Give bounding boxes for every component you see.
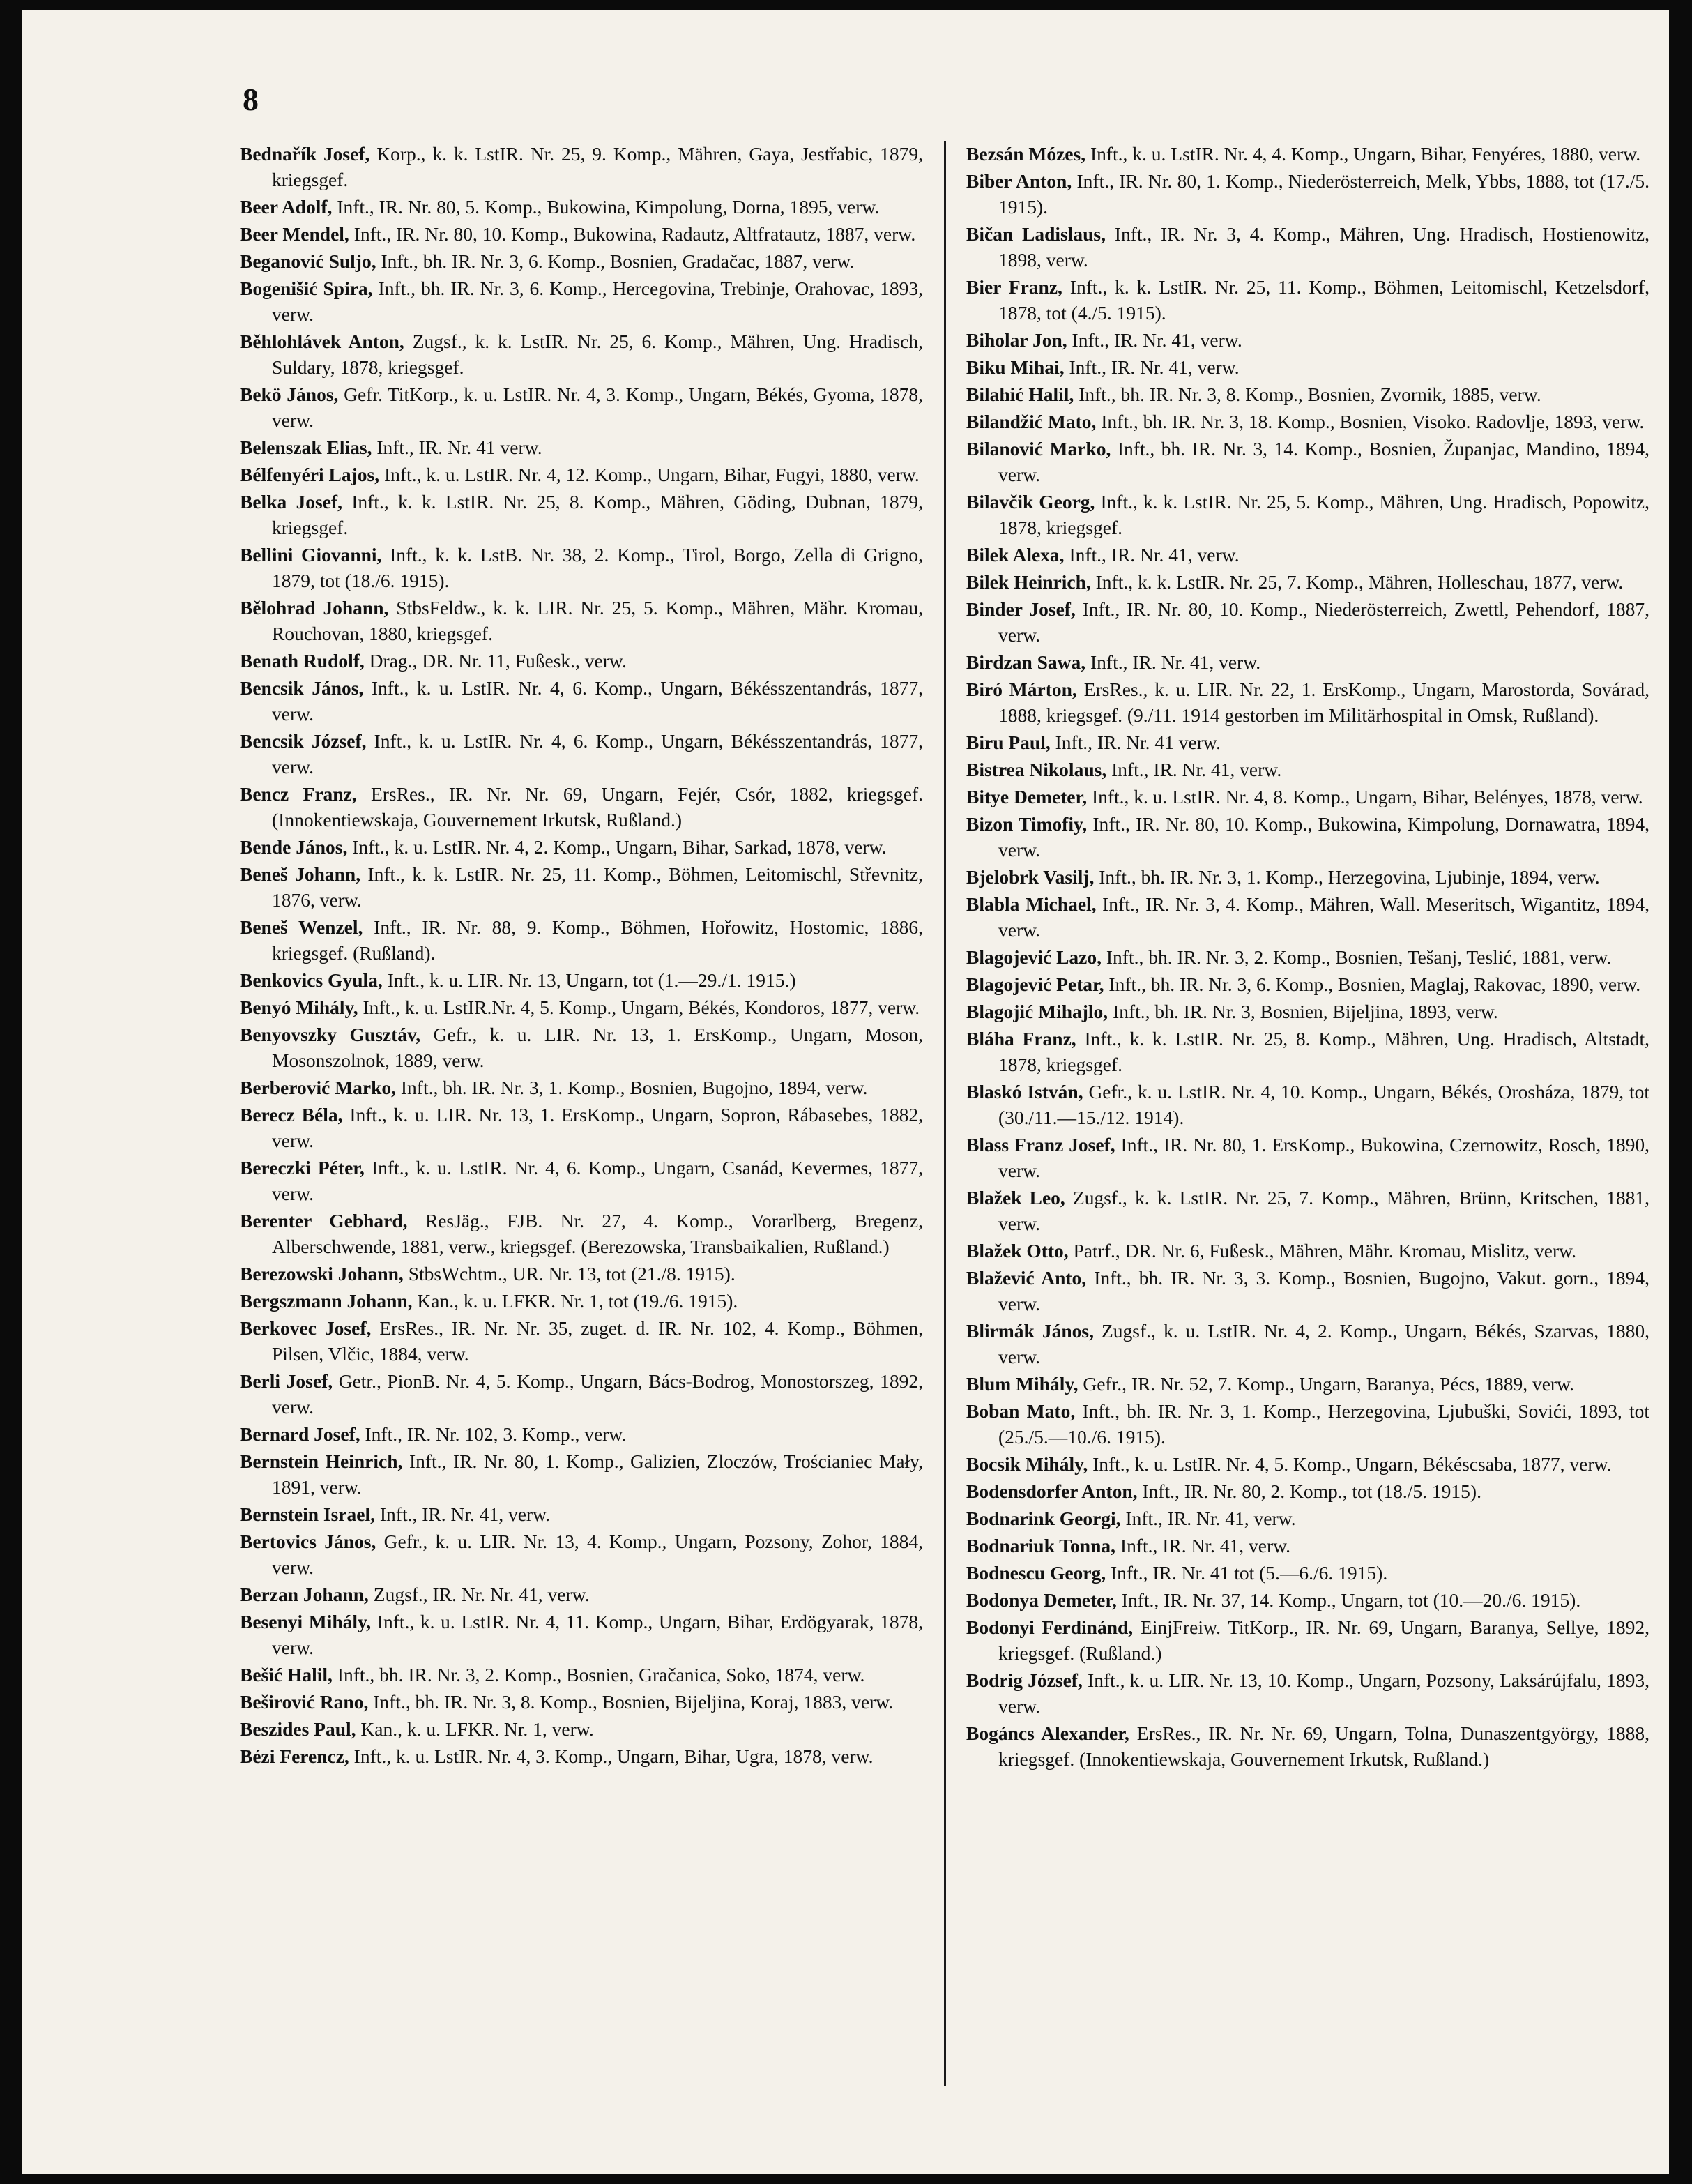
- entry-name: Bencz Franz,: [240, 783, 357, 805]
- register-entry: [966, 168, 1649, 220]
- entry-details: Inft., IR. Nr. 41, verw.: [1072, 329, 1242, 351]
- register-entry: [966, 864, 1649, 890]
- entry-details: Inft., IR. Nr. 41 tot (5.—6./6. 1915).: [1111, 1562, 1388, 1584]
- register-entry: [240, 994, 923, 1020]
- entry-name: Biku Mihai,: [966, 356, 1065, 378]
- entry-details: Inft., IR. Nr. 41, verw.: [1069, 356, 1240, 378]
- register-entry: [966, 971, 1649, 997]
- entry-name: Biber Anton,: [966, 170, 1072, 192]
- register-entry: [240, 489, 923, 540]
- entry-details: Korp., k. k. LstIR. Nr. 25, 9. Komp., Mähren, Gaya, Jestřabic, 1879, kriegsgef.: [272, 143, 923, 190]
- entry-details: EinjFreiw. TitKorp., IR. Nr. 69, Ungarn, Baranya, Sellye, 1892, kriegsgef. (Rußland.): [998, 1616, 1649, 1664]
- page-number: 8: [243, 82, 259, 117]
- register-entry: [966, 649, 1649, 675]
- entry-details: Inft., k. u. LstIR. Nr. 4, 6. Komp., Ungarn, Békésszentandrás, 1877, verw.: [272, 730, 923, 778]
- entry-name: Bitye Demeter,: [966, 786, 1088, 807]
- register-entry: [966, 569, 1649, 595]
- entry-name: Bellini Giovanni,: [240, 544, 382, 566]
- register-entry: [966, 1026, 1649, 1077]
- register-entry: [966, 542, 1649, 568]
- register-entry: [240, 1155, 923, 1206]
- entry-details: Inft., k. u. LstIR. Nr. 4, 3. Komp., Ungarn, Bihar, Ugra, 1878, verw.: [353, 1745, 874, 1767]
- register-entry: [240, 967, 923, 993]
- entry-name: Bereczki Péter,: [240, 1157, 365, 1178]
- entry-name: Belenszak Elias,: [240, 437, 372, 458]
- register-entry: [966, 381, 1649, 407]
- entry-details: Inft., bh. IR. Nr. 3, 6. Komp., Hercegovina, Trebinje, Orahovac, 1893, verw.: [272, 278, 924, 325]
- register-entry: [966, 1371, 1649, 1397]
- entry-details: StbsFeldw., k. k. LIR. Nr. 25, 5. Komp., Mähren, Mähr. Kromau, Rouchovan, 1880, kriegsgef.: [272, 597, 923, 644]
- register-entry: [240, 1529, 923, 1580]
- entry-details: Inft., k. k. LstB. Nr. 38, 2. Komp., Tirol, Borgo, Zella di Grigno, 1879, tot (18./6. 1915).: [272, 544, 923, 591]
- register-entry: [240, 1743, 923, 1769]
- register-entry: [966, 1185, 1649, 1236]
- entry-details: Inft., k. u. LstIR. Nr. 4, 11. Komp., Ungarn, Bihar, Erdögyarak, 1878, verw.: [272, 1611, 924, 1658]
- register-entry: [240, 781, 923, 833]
- register-entry: [966, 999, 1649, 1024]
- entry-name: Bilavčik Georg,: [966, 491, 1095, 513]
- entry-name: Besenyi Mihály,: [240, 1611, 372, 1632]
- entry-name: Bilek Heinrich,: [966, 571, 1091, 593]
- entry-details: Inft., k. u. LstIR. Nr. 4, 5. Komp., Ungarn, Békéscsaba, 1877, verw.: [1092, 1453, 1612, 1475]
- entry-details: Inft., bh. IR. Nr. 3, 6. Komp., Bosnien, Gradačac, 1887, verw.: [381, 250, 855, 272]
- register-entry: [240, 1288, 923, 1314]
- entry-name: Bjelobrk Vasilj,: [966, 866, 1095, 888]
- entry-details: Zugsf., k. k. LstIR. Nr. 25, 7. Komp., Mähren, Brünn, Kritschen, 1881, verw.: [998, 1187, 1649, 1234]
- entry-name: Bezsán Mózes,: [966, 143, 1086, 165]
- register-entry: [966, 1318, 1649, 1370]
- entry-name: Benyó Mihály,: [240, 996, 358, 1018]
- entry-details: Inft., IR. Nr. 3, 4. Komp., Mähren, Wall. Meseritsch, Wigantitz, 1894, verw.: [998, 893, 1649, 941]
- register-entry: [966, 221, 1649, 273]
- entry-name: Bláha Franz,: [966, 1028, 1076, 1049]
- entry-details: Inft., bh. IR. Nr. 3, 1. Komp., Bosnien, Bugojno, 1894, verw.: [400, 1077, 868, 1098]
- entry-name: Biru Paul,: [966, 731, 1051, 753]
- register-entry: [966, 1560, 1649, 1586]
- entry-details: Inft., k. u. LIR. Nr. 13, 10. Komp., Ungarn, Pozsony, Laksárújfalu, 1893, verw.: [998, 1669, 1650, 1717]
- register-entry: [966, 676, 1649, 728]
- entry-details: Inft., IR. Nr. 3, 4. Komp., Mähren, Ung. Hradisch, Hostienowitz, 1898, verw.: [998, 223, 1649, 271]
- register-entry: [966, 274, 1649, 326]
- register-entry: [966, 1265, 1649, 1317]
- entry-details: Inft., k. k. LstIR. Nr. 25, 8. Komp., Mähren, Göding, Dubnan, 1879, kriegsgef.: [272, 491, 923, 538]
- right-column: [966, 141, 1649, 1773]
- entry-name: Beszides Paul,: [240, 1718, 356, 1740]
- register-entry: [966, 1614, 1649, 1666]
- register-entry: [240, 381, 923, 433]
- register-entry: [966, 1667, 1649, 1719]
- entry-details: Inft., IR. Nr. 80, 10. Komp., Niederösterreich, Zwettl, Pehendorf, 1887, verw.: [998, 598, 1649, 646]
- entry-name: Beganović Suljo,: [240, 250, 376, 272]
- register-entry: [240, 462, 923, 487]
- entry-name: Bilanović Marko,: [966, 438, 1111, 460]
- entry-details: Inft., IR. Nr. 80, 2. Komp., tot (18./5. 1915).: [1142, 1480, 1481, 1502]
- entry-details: Inft., IR. Nr. 80, 1. Komp., Galizien, Zloczów, Trościaniec Mały, 1891, verw.: [272, 1450, 924, 1498]
- entry-details: Inft., IR. Nr. 80, 10. Komp., Bukowina, Radautz, Altfratautz, 1887, verw.: [353, 223, 916, 245]
- entry-name: Benath Rudolf,: [240, 650, 365, 672]
- entry-details: Inft., k. k. LstIR. Nr. 25, 8. Komp., Mähren, Ung. Hradisch, Altstadt, 1878, kriegsgef.: [998, 1028, 1650, 1075]
- entry-details: Inft., k. u. LstIR.Nr. 4, 5. Komp., Ungarn, Békés, Kondoros, 1877, verw.: [363, 996, 920, 1018]
- register-entry: [240, 434, 923, 460]
- entry-details: Inft., bh. IR. Nr. 3, 1. Komp., Herzegovina, Ljubuški, Sovići, 1893, tot (25./5.—10./6. 1915).: [998, 1400, 1650, 1448]
- entry-details: Inft., k. u. LstIR. Nr. 4, 12. Komp., Ungarn, Bihar, Fugyi, 1880, verw.: [383, 464, 920, 485]
- entry-name: Bélfenyéri Lajos,: [240, 464, 380, 485]
- register-entry: [966, 1398, 1649, 1450]
- entry-details: Inft., bh. IR. Nr. 3, 18. Komp., Bosnien, Visoko. Radovlje, 1893, verw.: [1101, 411, 1645, 432]
- register-entry: [240, 141, 923, 192]
- entry-name: Bilek Alexa,: [966, 544, 1065, 566]
- entry-name: Biró Márton,: [966, 678, 1077, 700]
- register-entry: [240, 1368, 923, 1420]
- left-column: [240, 141, 923, 1770]
- entry-name: Blažević Anto,: [966, 1267, 1087, 1289]
- entry-details: Inft., k. u. LIR. Nr. 13, Ungarn, tot (1.—29./1. 1915.): [387, 969, 796, 991]
- entry-details: Drag., DR. Nr. 11, Fußesk., verw.: [369, 650, 627, 672]
- entry-details: Inft., IR. Nr. 80, 1. ErsKomp., Bukowina, Czernowitz, Rosch, 1890, verw.: [998, 1134, 1650, 1181]
- register-entry: [966, 729, 1649, 755]
- entry-details: Inft., IR. Nr. 41 verw.: [376, 437, 542, 458]
- entry-details: ResJäg., FJB. Nr. 27, 4. Komp., Vorarlberg, Bregenz, Alberschwende, 1881, verw., kriegsgef. (Berezowska, Transbaikalien, Rußland.): [272, 1210, 923, 1257]
- entry-name: Blirmák János,: [966, 1320, 1094, 1342]
- entry-name: Běhlohlávek Anton,: [240, 331, 404, 352]
- entry-name: Bešić Halil,: [240, 1664, 333, 1685]
- entry-name: Binder Josef,: [966, 598, 1076, 620]
- entry-details: Inft., bh. IR. Nr. 3, 6. Komp., Bosnien, Maglaj, Rakovac, 1890, verw.: [1108, 973, 1641, 995]
- entry-details: StbsWchtm., UR. Nr. 13, tot (21./8. 1915).: [408, 1263, 736, 1284]
- entry-name: Bodonya Demeter,: [966, 1589, 1117, 1611]
- register-entry: [966, 436, 1649, 487]
- entry-name: Bodrig József,: [966, 1669, 1083, 1691]
- entry-name: Bézi Ferencz,: [240, 1745, 349, 1767]
- entry-name: Bodonyi Ferdinánd,: [966, 1616, 1134, 1638]
- register-entry: [240, 328, 923, 380]
- entry-name: Blass Franz Josef,: [966, 1134, 1115, 1155]
- entry-name: Beneš Wenzel,: [240, 916, 363, 938]
- entry-details: Inft., k. u. LstIR. Nr. 4, 6. Komp., Ungarn, Békésszentandrás, 1877, verw.: [272, 677, 923, 725]
- entry-details: Inft., k. u. LstIR. Nr. 4, 8. Komp., Ungarn, Bihar, Belényes, 1878, verw.: [1091, 786, 1643, 807]
- entry-details: Getr., PionB. Nr. 4, 5. Komp., Ungarn, Bács-Bodrog, Monostorszeg, 1892, verw.: [272, 1370, 924, 1418]
- entry-name: Bodnescu Georg,: [966, 1562, 1106, 1584]
- entry-name: Berli Josef,: [240, 1370, 333, 1392]
- entry-details: Inft., k. k. LstIR. Nr. 25, 5. Komp., Mähren, Ung. Hradisch, Popowitz, 1878, kriegsgef.: [998, 491, 1649, 538]
- entry-name: Blaskó István,: [966, 1081, 1083, 1102]
- entry-name: Bistrea Nikolaus,: [966, 759, 1107, 780]
- register-entry: [966, 327, 1649, 353]
- register-entry: [240, 834, 923, 860]
- entry-details: Patrf., DR. Nr. 6, Fußesk., Mähren, Mähr. Kromau, Mislitz, verw.: [1073, 1240, 1577, 1261]
- entry-details: Inft., IR. Nr. 41, verw.: [1125, 1508, 1296, 1529]
- register-entry: [966, 1587, 1649, 1613]
- entry-name: Birdzan Sawa,: [966, 651, 1086, 673]
- entry-name: Bernard Josef,: [240, 1423, 360, 1445]
- register-entry: [240, 728, 923, 780]
- entry-name: Benyovszky Gusztáv,: [240, 1024, 421, 1045]
- entry-name: Bernstein Israel,: [240, 1503, 376, 1525]
- entry-name: Bednařík Josef,: [240, 143, 370, 165]
- entry-name: Blažek Otto,: [966, 1240, 1069, 1261]
- register-entry: [966, 354, 1649, 380]
- entry-details: Zugsf., k. k. LstIR. Nr. 25, 6. Komp., Mähren, Ung. Hradisch, Suldary, 1878, kriegsgef.: [272, 331, 923, 378]
- entry-name: Belka Josef,: [240, 491, 342, 513]
- register-entry: [240, 1022, 923, 1073]
- entry-name: Berzan Johann,: [240, 1584, 369, 1605]
- register-entry: [240, 1448, 923, 1500]
- register-entry: [240, 1261, 923, 1287]
- entry-name: Bernstein Heinrich,: [240, 1450, 403, 1472]
- entry-name: Boban Mato,: [966, 1400, 1076, 1422]
- entry-details: Inft., IR. Nr. 102, 3. Komp., verw.: [365, 1423, 627, 1445]
- register-entry: [966, 1506, 1649, 1531]
- register-entry: [240, 1075, 923, 1100]
- entry-details: Gefr., k. u. LstIR. Nr. 4, 10. Komp., Ungarn, Békés, Orosháza, 1879, tot (30./11.—15./12. 1914).: [998, 1081, 1649, 1128]
- entry-details: Inft., bh. IR. Nr. 3, 2. Komp., Bosnien, Tešanj, Teslić, 1881, verw.: [1106, 946, 1612, 968]
- entry-name: Bergszmann Johann,: [240, 1290, 413, 1312]
- entry-details: Gefr. TitKorp., k. u. LstIR. Nr. 4, 3. Komp., Ungarn, Békés, Gyoma, 1878, verw.: [272, 384, 923, 431]
- entry-details: Gefr., k. u. LIR. Nr. 13, 4. Komp., Ungarn, Pozsony, Zohor, 1884, verw.: [272, 1531, 924, 1578]
- entry-details: Gefr., IR. Nr. 52, 7. Komp., Ungarn, Baranya, Pécs, 1889, verw.: [1083, 1373, 1575, 1395]
- register-entry: [240, 675, 923, 727]
- register-entry: [966, 1720, 1649, 1772]
- register-entry: [966, 784, 1649, 810]
- register-entry: [966, 944, 1649, 970]
- entry-details: Inft., k. k. LstIR. Nr. 25, 11. Komp., Böhmen, Leitomischl, Střevnitz, 1876, verw.: [272, 863, 923, 911]
- register-entry: [240, 1208, 923, 1259]
- register-entry: [240, 1501, 923, 1527]
- register-entry: [966, 1238, 1649, 1264]
- entry-details: Inft., k. u. LIR. Nr. 13, 1. ErsKomp., Ungarn, Sopron, Rábasebes, 1882, verw.: [272, 1104, 924, 1151]
- entry-details: ErsRes., IR. Nr. Nr. 69, Ungarn, Tolna, Dunaszentgyörgy, 1888, kriegsgef. (Innokentiewskaja, Gouvernement Irkutsk, Rußland.): [998, 1722, 1649, 1770]
- entry-details: Inft., k. k. LstIR. Nr. 25, 7. Komp., Mähren, Holleschau, 1877, verw.: [1095, 571, 1624, 593]
- entry-name: Bodnariuk Tonna,: [966, 1535, 1116, 1556]
- entry-name: Bičan Ladislaus,: [966, 223, 1106, 245]
- column-divider: [944, 141, 946, 2086]
- entry-details: Inft., IR. Nr. 41, verw.: [1069, 544, 1240, 566]
- entry-name: Blagojić Mihajlo,: [966, 1001, 1108, 1022]
- register-entry: [240, 275, 923, 327]
- register-entry: [966, 489, 1649, 540]
- register-entry: [240, 648, 923, 674]
- register-entry: [966, 757, 1649, 782]
- entry-name: Bogenišić Spira,: [240, 278, 373, 299]
- entry-details: Zugsf., k. u. LstIR. Nr. 4, 2. Komp., Ungarn, Békés, Szarvas, 1880, verw.: [998, 1320, 1650, 1367]
- register-entry: [966, 1533, 1649, 1559]
- entry-details: Inft., bh. IR. Nr. 3, 1. Komp., Herzegovina, Ljubinje, 1894, verw.: [1099, 866, 1600, 888]
- entry-name: Beneš Johann,: [240, 863, 361, 885]
- entry-name: Bělohrad Johann,: [240, 597, 389, 619]
- register-entry: [966, 891, 1649, 943]
- entry-name: Blabla Michael,: [966, 893, 1097, 915]
- register-entry: [240, 248, 923, 274]
- entry-details: Inft., IR. Nr. 41 verw.: [1055, 731, 1221, 753]
- register-entry: [966, 409, 1649, 434]
- entry-name: Berecz Béla,: [240, 1104, 343, 1125]
- entry-details: Inft., bh. IR. Nr. 3, 8. Komp., Bosnien, Bijeljina, Koraj, 1883, verw.: [373, 1691, 894, 1713]
- entry-name: Bilahić Halil,: [966, 384, 1074, 405]
- entry-name: Berkovec Josef,: [240, 1317, 372, 1339]
- register-entry: [966, 1451, 1649, 1477]
- register-entry: [240, 861, 923, 913]
- entry-details: Inft., k. u. LstIR. Nr. 4, 4. Komp., Ungarn, Bihar, Fenyéres, 1880, verw.: [1090, 143, 1641, 165]
- entry-details: Inft., k. u. LstIR. Nr. 4, 6. Komp., Ungarn, Csanád, Kevermes, 1877, verw.: [272, 1157, 924, 1204]
- register-entry: [240, 194, 923, 220]
- entry-name: Bodnarink Georgi,: [966, 1508, 1121, 1529]
- entry-name: Bilandžić Mato,: [966, 411, 1097, 432]
- entry-details: Kan., k. u. LFKR. Nr. 1, verw.: [360, 1718, 594, 1740]
- entry-name: Blagojević Lazo,: [966, 946, 1102, 968]
- register-entry: [240, 1689, 923, 1715]
- entry-name: Berberović Marko,: [240, 1077, 397, 1098]
- entry-details: Inft., bh. IR. Nr. 3, Bosnien, Bijeljina, 1893, verw.: [1113, 1001, 1498, 1022]
- entry-name: Bende János,: [240, 836, 348, 858]
- register-entry: [240, 1716, 923, 1742]
- register-entry: [240, 595, 923, 646]
- entry-details: Inft., bh. IR. Nr. 3, 8. Komp., Bosnien, Zvornik, 1885, verw.: [1079, 384, 1541, 405]
- entry-name: Bekö János,: [240, 384, 339, 405]
- entry-details: Zugsf., IR. Nr. Nr. 41, verw.: [373, 1584, 590, 1605]
- entry-details: Inft., k. u. LstIR. Nr. 4, 2. Komp., Ungarn, Bihar, Sarkad, 1878, verw.: [352, 836, 887, 858]
- register-entry: [966, 141, 1649, 167]
- entry-details: Inft., IR. Nr. 80, 1. Komp., Niederösterreich, Melk, Ybbs, 1888, tot (17./5. 1915).: [998, 170, 1650, 218]
- entry-name: Benkovics Gyula,: [240, 969, 383, 991]
- entry-name: Bertovics János,: [240, 1531, 376, 1552]
- entry-name: Blažek Leo,: [966, 1187, 1065, 1208]
- entry-name: Berezowski Johann,: [240, 1263, 404, 1284]
- entry-details: Inft., IR. Nr. 80, 10. Komp., Bukowina, Kimpolung, Dornawatra, 1894, verw.: [998, 813, 1650, 860]
- register-entry: [966, 1132, 1649, 1183]
- entry-name: Beer Adolf,: [240, 196, 333, 218]
- entry-name: Beširović Rano,: [240, 1691, 369, 1713]
- entry-details: Kan., k. u. LFKR. Nr. 1, tot (19./6. 1915).: [417, 1290, 738, 1312]
- entry-name: Berenter Gebhard,: [240, 1210, 408, 1231]
- entry-details: Inft., IR. Nr. 80, 5. Komp., Bukowina, Kimpolung, Dorna, 1895, verw.: [337, 196, 880, 218]
- register-entry: [966, 811, 1649, 863]
- entry-details: Inft., IR. Nr. 41, verw.: [1120, 1535, 1291, 1556]
- register-entry: [240, 1315, 923, 1367]
- register-entry: [966, 596, 1649, 648]
- entry-details: Inft., IR. Nr. 41, verw.: [379, 1503, 551, 1525]
- entry-name: Bier Franz,: [966, 276, 1062, 298]
- entry-details: Inft., bh. IR. Nr. 3, 2. Komp., Bosnien, Gračanica, Soko, 1874, verw.: [337, 1664, 865, 1685]
- entry-name: Bocsik Mihály,: [966, 1453, 1088, 1475]
- entry-details: ErsRes., IR. Nr. Nr. 35, zuget. d. IR. Nr. 102, 4. Komp., Böhmen, Pilsen, Vlčic, 1884, verw.: [272, 1317, 923, 1365]
- register-entry: [240, 1582, 923, 1607]
- register-entry: [966, 1478, 1649, 1504]
- register-entry: [240, 542, 923, 593]
- register-entry: [966, 1079, 1649, 1130]
- entry-details: Inft., IR. Nr. 41, verw.: [1111, 759, 1282, 780]
- register-entry: [240, 914, 923, 966]
- entry-details: Inft., IR. Nr. 37, 14. Komp., Ungarn, tot (10.—20./6. 1915).: [1121, 1589, 1581, 1611]
- entry-name: Bodensdorfer Anton,: [966, 1480, 1138, 1502]
- register-entry: [240, 1609, 923, 1660]
- register-entry: [240, 1102, 923, 1153]
- entry-name: Blagojević Petar,: [966, 973, 1104, 995]
- entry-name: Bogáncs Alexander,: [966, 1722, 1129, 1744]
- entry-name: Bizon Timofiy,: [966, 813, 1088, 835]
- register-entry: [240, 221, 923, 247]
- register-entry: [240, 1662, 923, 1688]
- document-page: [22, 10, 1669, 2174]
- entry-name: Bencsik János,: [240, 677, 364, 699]
- entry-details: ErsRes., k. u. LIR. Nr. 22, 1. ErsKomp., Ungarn, Marostorda, Sovárad, 1888, kriegsgef. (9./11. 1914 gestorben im Militärhospital in Omsk, Rußland).: [998, 678, 1649, 726]
- register-entry: [240, 1421, 923, 1447]
- entry-details: ErsRes., IR. Nr. Nr. 69, Ungarn, Fejér, Csór, 1882, kriegsgef. (Innokentiewskaja, Gouvernement Irkutsk, Rußland.): [272, 783, 923, 831]
- entry-details: Inft., bh. IR. Nr. 3, 3. Komp., Bosnien, Bugojno, Vakut. gorn., 1894, verw.: [998, 1267, 1649, 1314]
- entry-name: Biholar Jon,: [966, 329, 1067, 351]
- entry-name: Blum Mihály,: [966, 1373, 1079, 1395]
- entry-details: Inft., k. k. LstIR. Nr. 25, 11. Komp., Böhmen, Leitomischl, Ketzelsdorf, 1878, tot (4./5. 1915).: [998, 276, 1649, 324]
- entry-details: Inft., IR. Nr. 41, verw.: [1090, 651, 1261, 673]
- entry-name: Bencsik József,: [240, 730, 367, 752]
- entry-details: Gefr., k. u. LIR. Nr. 13, 1. ErsKomp., Ungarn, Moson, Mosonszolnok, 1889, verw.: [272, 1024, 923, 1071]
- entry-details: Inft., bh. IR. Nr. 3, 14. Komp., Bosnien, Županjac, Mandino, 1894, verw.: [998, 438, 1649, 485]
- entry-name: Beer Mendel,: [240, 223, 349, 245]
- entry-details: Inft., IR. Nr. 88, 9. Komp., Böhmen, Hořowitz, Hostomic, 1886, kriegsgef. (Rußland).: [272, 916, 924, 964]
